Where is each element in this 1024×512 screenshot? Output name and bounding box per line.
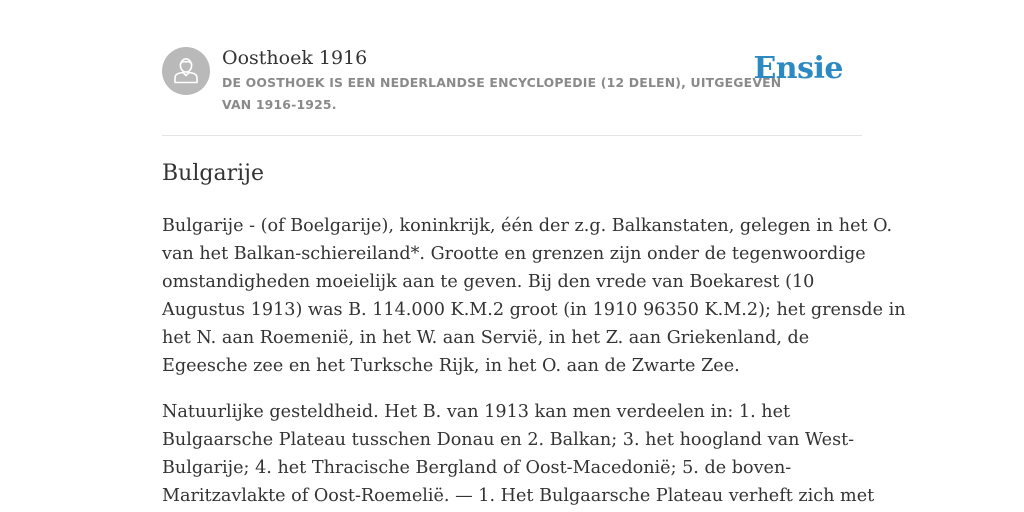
paragraph-line: het N. aan Roemenië, in het W. aan Servië, in het Z. aan Griekenland, de <box>162 328 810 348</box>
ensie-logo[interactable]: Ensie <box>753 51 843 86</box>
paragraph-line: Natuurlijke gesteldheid. Het B. van 1913 kan men verdeelen in: 1. het <box>162 402 791 422</box>
source-title[interactable]: Oosthoek 1916 <box>222 47 368 69</box>
paragraph-line: Bulgaarsche Plateau tusschen Donau en 2. Balkan; 3. het hoogland van West- <box>162 430 855 450</box>
paragraph-line: omstandigheden moeielijk aan te geven. Bij den vrede van Boekarest (10 <box>162 272 815 292</box>
user-placeholder-icon[interactable] <box>162 47 210 95</box>
paragraph-line: Augustus 1913) was B. 114.000 K.M.2 groot (in 1910 96350 K.M.2); het grensde in <box>162 300 906 320</box>
source-description <box>222 72 782 116</box>
article-title: Bulgarije <box>162 161 264 186</box>
paragraph-line: van het Balkan-schiereiland*. Grootte en grenzen zijn onder de tegenwoordige <box>162 244 866 264</box>
paragraph-line: Bulgarije; 4. het Thracische Bergland of Oost-Macedonië; 5. de boven- <box>162 458 792 478</box>
header-divider <box>162 135 862 136</box>
paragraph-line: Egeesche zee en het Turksche Rijk, in het O. aan de Zwarte Zee. <box>162 356 740 376</box>
source-header <box>162 46 862 116</box>
article-paragraph <box>162 212 906 380</box>
source-description-line: DE OOSTHOEK IS EEN NEDERLANDSE ENCYCLOPEDIE (12 DELEN), UITGEGEVEN <box>222 75 782 90</box>
paragraph-line: Maritzavlakte of Oost-Roemelië. — 1. Het Bulgaarsche Plateau verheft zich met <box>162 486 875 506</box>
article-body <box>162 212 906 512</box>
article-paragraph <box>162 398 875 510</box>
source-description-line: VAN 1916-1925. <box>222 97 337 112</box>
paragraph-line: Bulgarije - (of Boelgarije), koninkrijk, één der z.g. Balkanstaten, gelegen in het O. <box>162 216 893 236</box>
